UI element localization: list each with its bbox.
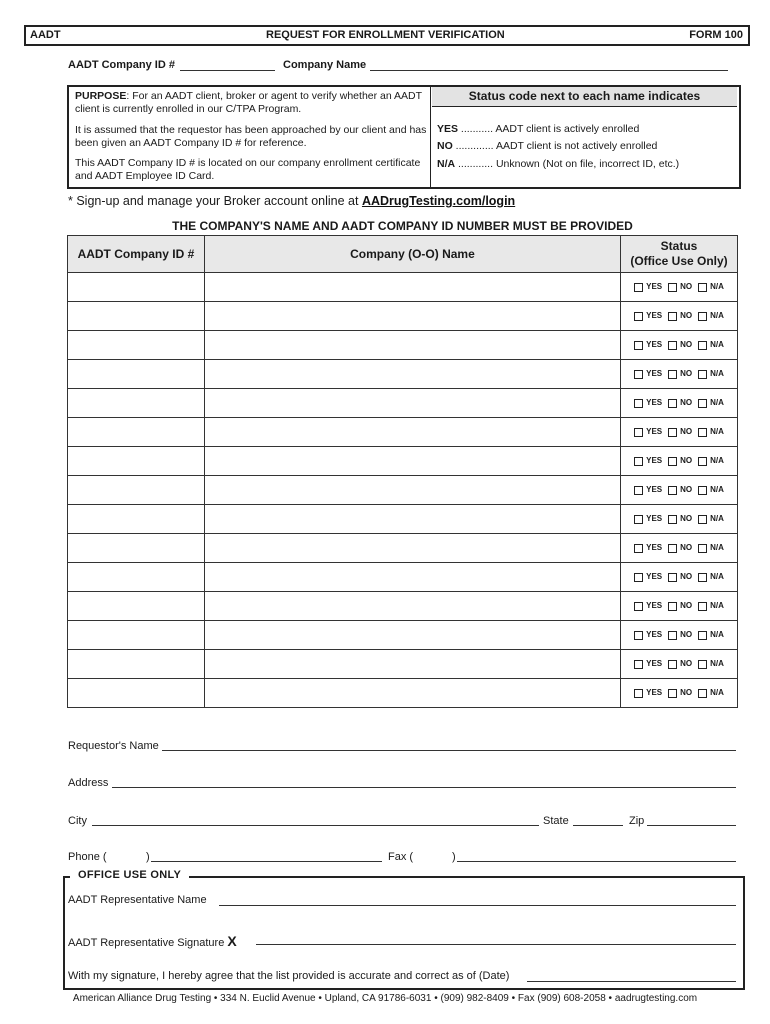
checkbox[interactable]	[634, 399, 643, 408]
status-option-label: YES	[646, 427, 663, 437]
company-name-label: Company Name	[283, 59, 367, 71]
status-option-na[interactable]	[698, 659, 724, 668]
status-option-label: YES	[646, 688, 663, 698]
status-option-label: NO	[680, 340, 693, 350]
form-header	[24, 25, 750, 46]
checkbox[interactable]	[668, 660, 677, 669]
company-name-cell[interactable]	[204, 389, 620, 418]
status-option-no[interactable]	[668, 340, 692, 349]
checkbox[interactable]	[698, 515, 707, 524]
zip-label: Zip	[629, 815, 645, 827]
status-option-no[interactable]	[668, 311, 692, 320]
checkbox[interactable]	[634, 631, 643, 640]
status-cell	[621, 360, 738, 389]
status-option-na[interactable]	[698, 427, 724, 436]
status-cell	[621, 650, 738, 679]
status-option-label: NO	[680, 485, 693, 495]
company-name-cell[interactable]	[204, 592, 620, 621]
signature-x-mark: X	[227, 933, 237, 949]
status-option-yes[interactable]	[634, 572, 662, 581]
status-cell	[621, 476, 738, 505]
status-option-label: YES	[646, 601, 663, 611]
status-option-no[interactable]	[668, 601, 692, 610]
checkbox[interactable]	[668, 341, 677, 350]
company-name-cell[interactable]	[204, 563, 620, 592]
company-id-cell[interactable]	[68, 621, 205, 650]
requestor-name-field[interactable]	[162, 750, 736, 751]
purpose-box	[67, 85, 741, 189]
instruction-heading: THE COMPANY'S NAME AND AADT COMPANY ID NUMBER MUST BE PROVIDED	[172, 219, 633, 233]
checkbox[interactable]	[634, 602, 643, 611]
status-option-no[interactable]	[668, 514, 692, 523]
status-option-label: NO	[680, 514, 693, 524]
checkbox[interactable]	[668, 689, 677, 698]
signup-text: * Sign-up and manage your Broker account online at	[68, 194, 362, 208]
company-name-cell[interactable]	[204, 679, 620, 708]
city-field[interactable]	[92, 825, 539, 826]
status-option-yes[interactable]	[634, 543, 662, 552]
checkbox[interactable]	[698, 428, 707, 437]
fax-label: Fax (	[388, 851, 414, 863]
checkbox[interactable]	[668, 428, 677, 437]
status-option-label: YES	[646, 340, 663, 350]
table-row	[68, 418, 738, 447]
status-option-label: NO	[680, 311, 693, 321]
rep-name-field[interactable]	[219, 905, 736, 906]
state-field[interactable]	[573, 825, 623, 826]
agreement-date-field[interactable]	[527, 981, 736, 982]
status-option-yes[interactable]	[634, 485, 662, 494]
status-option-no[interactable]	[668, 659, 692, 668]
status-option-label: YES	[646, 630, 663, 640]
office-use-title: OFFICE USE ONLY	[70, 869, 189, 881]
status-option-label: NO	[680, 398, 693, 408]
address-label: Address	[68, 777, 109, 789]
checkbox[interactable]	[698, 602, 707, 611]
requestor-name-label: Requestor's Name	[68, 740, 159, 752]
table-row	[68, 621, 738, 650]
checkbox[interactable]	[698, 283, 707, 292]
table-row	[68, 476, 738, 505]
status-option-na[interactable]	[698, 369, 724, 378]
company-name-cell[interactable]	[204, 302, 620, 331]
checkbox[interactable]	[634, 486, 643, 495]
phone-field[interactable]	[151, 861, 382, 862]
status-option-yes[interactable]	[634, 456, 662, 465]
status-option-no[interactable]	[668, 630, 692, 639]
checkbox[interactable]	[634, 573, 643, 582]
company-id-field[interactable]	[180, 70, 275, 71]
checkbox[interactable]	[698, 399, 707, 408]
company-id-cell[interactable]	[68, 389, 205, 418]
company-id-cell[interactable]	[68, 563, 205, 592]
checkbox[interactable]	[634, 341, 643, 350]
status-cell	[621, 273, 738, 302]
status-option-label: N/A	[710, 427, 724, 437]
checkbox[interactable]	[634, 283, 643, 292]
checkbox[interactable]	[668, 544, 677, 553]
checkbox[interactable]	[668, 486, 677, 495]
purpose-label: PURPOSE	[75, 90, 127, 102]
checkbox[interactable]	[668, 399, 677, 408]
status-option-yes[interactable]	[634, 427, 662, 436]
table-row	[68, 360, 738, 389]
purpose-para-2: It is assumed that the requestor has been approached by our client and has been given an AADT Company ID # for reference.	[75, 124, 427, 149]
status-option-no[interactable]	[668, 398, 692, 407]
status-option-label: NO	[680, 688, 693, 698]
agreement-label: With my signature, I hereby agree that the list provided is accurate and correct as of (Date)	[68, 970, 510, 982]
status-option-na[interactable]	[698, 630, 724, 639]
status-option-label: NO	[680, 659, 693, 669]
status-cell	[621, 302, 738, 331]
zip-field[interactable]	[647, 825, 736, 826]
city-label: City	[68, 815, 87, 827]
purpose-text	[69, 87, 431, 187]
status-option-no[interactable]	[668, 572, 692, 581]
checkbox[interactable]	[698, 486, 707, 495]
status-option-label: YES	[646, 485, 663, 495]
company-name-cell[interactable]	[204, 650, 620, 679]
status-option-na[interactable]	[698, 543, 724, 552]
status-cell	[621, 563, 738, 592]
status-option-na[interactable]	[698, 485, 724, 494]
status-option-label: N/A	[710, 282, 724, 292]
rep-signature-field[interactable]	[256, 944, 736, 945]
status-option-label: NO	[680, 369, 693, 379]
status-option-yes[interactable]	[634, 630, 662, 639]
status-option-label: NO	[680, 282, 693, 292]
checkbox[interactable]	[634, 689, 643, 698]
status-option-na[interactable]	[698, 282, 724, 291]
checkbox[interactable]	[668, 457, 677, 466]
status-option-label: YES	[646, 659, 663, 669]
status-option-label: YES	[646, 543, 663, 553]
checkbox[interactable]	[668, 312, 677, 321]
company-id-cell[interactable]	[68, 331, 205, 360]
status-cell	[621, 447, 738, 476]
company-name-cell[interactable]	[204, 418, 620, 447]
checkbox[interactable]	[698, 573, 707, 582]
col-company-id: AADT Company ID #	[68, 236, 205, 273]
phone-label: Phone (	[68, 851, 107, 863]
status-code-legend	[432, 87, 739, 187]
status-option-label: NO	[680, 543, 693, 553]
purpose-para-1: : For an AADT client, broker or agent to verify whether an AADT client is currently enrolled in our C/TPA Program.	[75, 90, 422, 115]
company-name-cell[interactable]	[204, 360, 620, 389]
status-legend-heading: Status code next to each name indicates	[432, 87, 737, 107]
checkbox[interactable]	[698, 631, 707, 640]
status-option-yes[interactable]	[634, 398, 662, 407]
company-id-cell[interactable]	[68, 418, 205, 447]
status-option-label: N/A	[710, 688, 724, 698]
status-option-na[interactable]	[698, 601, 724, 610]
rep-name-label: AADT Representative Name	[68, 894, 207, 906]
status-cell	[621, 418, 738, 447]
status-option-yes[interactable]	[634, 688, 662, 697]
checkbox[interactable]	[698, 544, 707, 553]
status-option-no[interactable]	[668, 456, 692, 465]
company-name-cell[interactable]	[204, 273, 620, 302]
table-row	[68, 389, 738, 418]
company-id-cell[interactable]	[68, 447, 205, 476]
table-row	[68, 592, 738, 621]
status-option-label: YES	[646, 282, 663, 292]
col-status: Status (Office Use Only)	[621, 236, 738, 273]
checkbox[interactable]	[698, 341, 707, 350]
checkbox[interactable]	[668, 283, 677, 292]
table-row	[68, 273, 738, 302]
status-option-label: N/A	[710, 398, 724, 408]
purpose-para-3: This AADT Company ID # is located on our company enrollment certificate and AADT Employee ID Card.	[75, 157, 421, 182]
footer-address: American Alliance Drug Testing • 334 N. Euclid Avenue • Upland, CA 91786-6031 • (909) 982-8409 • Fax (909) 608-2058 • aadrugtesting.com	[72, 993, 698, 1004]
address-field[interactable]	[112, 787, 736, 788]
signup-note	[68, 194, 515, 208]
rep-signature-label: AADT Representative Signature X	[68, 933, 237, 949]
table-row	[68, 331, 738, 360]
form-number: FORM 100	[689, 29, 743, 41]
company-name-cell[interactable]	[204, 331, 620, 360]
checkbox[interactable]	[634, 544, 643, 553]
status-option-label: N/A	[710, 456, 724, 466]
checkbox[interactable]	[634, 457, 643, 466]
form-title: REQUEST FOR ENROLLMENT VERIFICATION	[266, 29, 505, 41]
status-option-label: YES	[646, 398, 663, 408]
company-name-cell[interactable]	[204, 447, 620, 476]
status-cell	[621, 505, 738, 534]
status-option-no[interactable]	[668, 485, 692, 494]
status-cell	[621, 679, 738, 708]
status-option-label: N/A	[710, 340, 724, 350]
status-option-label: N/A	[710, 543, 724, 553]
status-code-yes: YES ........... AADT client is actively enrolled	[437, 123, 640, 135]
status-option-yes[interactable]	[634, 601, 662, 610]
table-header-row	[68, 236, 738, 273]
company-id-cell[interactable]	[68, 476, 205, 505]
company-name-field[interactable]	[370, 70, 728, 71]
phone-close-paren: )	[146, 851, 150, 863]
status-option-yes[interactable]	[634, 514, 662, 523]
status-option-label: N/A	[710, 572, 724, 582]
header-org: AADT	[30, 29, 61, 41]
checkbox[interactable]	[668, 631, 677, 640]
checkbox[interactable]	[634, 660, 643, 669]
checkbox[interactable]	[634, 515, 643, 524]
status-option-yes[interactable]	[634, 282, 662, 291]
status-option-na[interactable]	[698, 340, 724, 349]
checkbox[interactable]	[634, 312, 643, 321]
checkbox[interactable]	[668, 370, 677, 379]
status-option-no[interactable]	[668, 369, 692, 378]
status-code-no: NO ............. AADT client is not actively enrolled	[437, 140, 658, 152]
status-option-label: N/A	[710, 659, 724, 669]
checkbox[interactable]	[668, 515, 677, 524]
state-label: State	[543, 815, 569, 827]
table-row	[68, 563, 738, 592]
status-option-yes[interactable]	[634, 311, 662, 320]
table-row	[68, 302, 738, 331]
status-option-label: YES	[646, 572, 663, 582]
status-cell	[621, 534, 738, 563]
status-option-label: YES	[646, 514, 663, 524]
company-id-cell[interactable]	[68, 534, 205, 563]
status-option-label: NO	[680, 572, 693, 582]
status-option-na[interactable]	[698, 688, 724, 697]
status-cell	[621, 331, 738, 360]
fax-field[interactable]	[457, 861, 736, 862]
status-option-yes[interactable]	[634, 369, 662, 378]
status-option-label: NO	[680, 601, 693, 611]
status-option-yes[interactable]	[634, 340, 662, 349]
status-option-label: N/A	[710, 514, 724, 524]
status-option-yes[interactable]	[634, 659, 662, 668]
col-company-name: Company (O-O) Name	[204, 236, 620, 273]
status-option-no[interactable]	[668, 543, 692, 552]
company-id-cell[interactable]	[68, 505, 205, 534]
status-option-label: NO	[680, 630, 693, 640]
company-name-cell[interactable]	[204, 621, 620, 650]
status-code-na: N/A ............ Unknown (Not on file, incorrect ID, etc.)	[437, 158, 680, 170]
status-option-na[interactable]	[698, 398, 724, 407]
status-option-label: N/A	[710, 601, 724, 611]
status-option-label: N/A	[710, 311, 724, 321]
company-name-cell[interactable]	[204, 476, 620, 505]
status-option-no[interactable]	[668, 427, 692, 436]
company-name-cell[interactable]	[204, 505, 620, 534]
status-option-label: YES	[646, 456, 663, 466]
company-name-cell[interactable]	[204, 534, 620, 563]
company-id-cell[interactable]	[68, 360, 205, 389]
checkbox[interactable]	[634, 370, 643, 379]
table-row	[68, 650, 738, 679]
checkbox[interactable]	[698, 370, 707, 379]
company-id-cell[interactable]	[68, 650, 205, 679]
checkbox[interactable]	[668, 602, 677, 611]
checkbox[interactable]	[698, 660, 707, 669]
checkbox[interactable]	[698, 457, 707, 466]
status-option-label: N/A	[710, 485, 724, 495]
table-row	[68, 447, 738, 476]
table-row	[68, 534, 738, 563]
company-id-cell[interactable]	[68, 302, 205, 331]
signup-link[interactable]: AADrugTesting.com/login	[361, 194, 516, 208]
fax-close-paren: )	[452, 851, 456, 863]
status-option-label: NO	[680, 427, 693, 437]
status-option-label: YES	[646, 369, 663, 379]
company-id-cell[interactable]	[68, 273, 205, 302]
status-option-label: N/A	[710, 369, 724, 379]
checkbox[interactable]	[698, 312, 707, 321]
checkbox[interactable]	[668, 573, 677, 582]
status-option-na[interactable]	[698, 311, 724, 320]
status-option-label: NO	[680, 456, 693, 466]
status-option-no[interactable]	[668, 282, 692, 291]
status-option-no[interactable]	[668, 688, 692, 697]
status-option-na[interactable]	[698, 572, 724, 581]
status-option-label: N/A	[710, 630, 724, 640]
checkbox[interactable]	[698, 689, 707, 698]
company-id-cell[interactable]	[68, 679, 205, 708]
status-option-na[interactable]	[698, 456, 724, 465]
table-row	[68, 505, 738, 534]
status-cell	[621, 621, 738, 650]
table-row	[68, 679, 738, 708]
company-id-cell[interactable]	[68, 592, 205, 621]
company-id-label: AADT Company ID #	[68, 59, 175, 71]
status-cell	[621, 592, 738, 621]
status-cell	[621, 389, 738, 418]
company-table	[67, 235, 738, 708]
status-option-label: YES	[646, 311, 663, 321]
status-option-na[interactable]	[698, 514, 724, 523]
checkbox[interactable]	[634, 428, 643, 437]
